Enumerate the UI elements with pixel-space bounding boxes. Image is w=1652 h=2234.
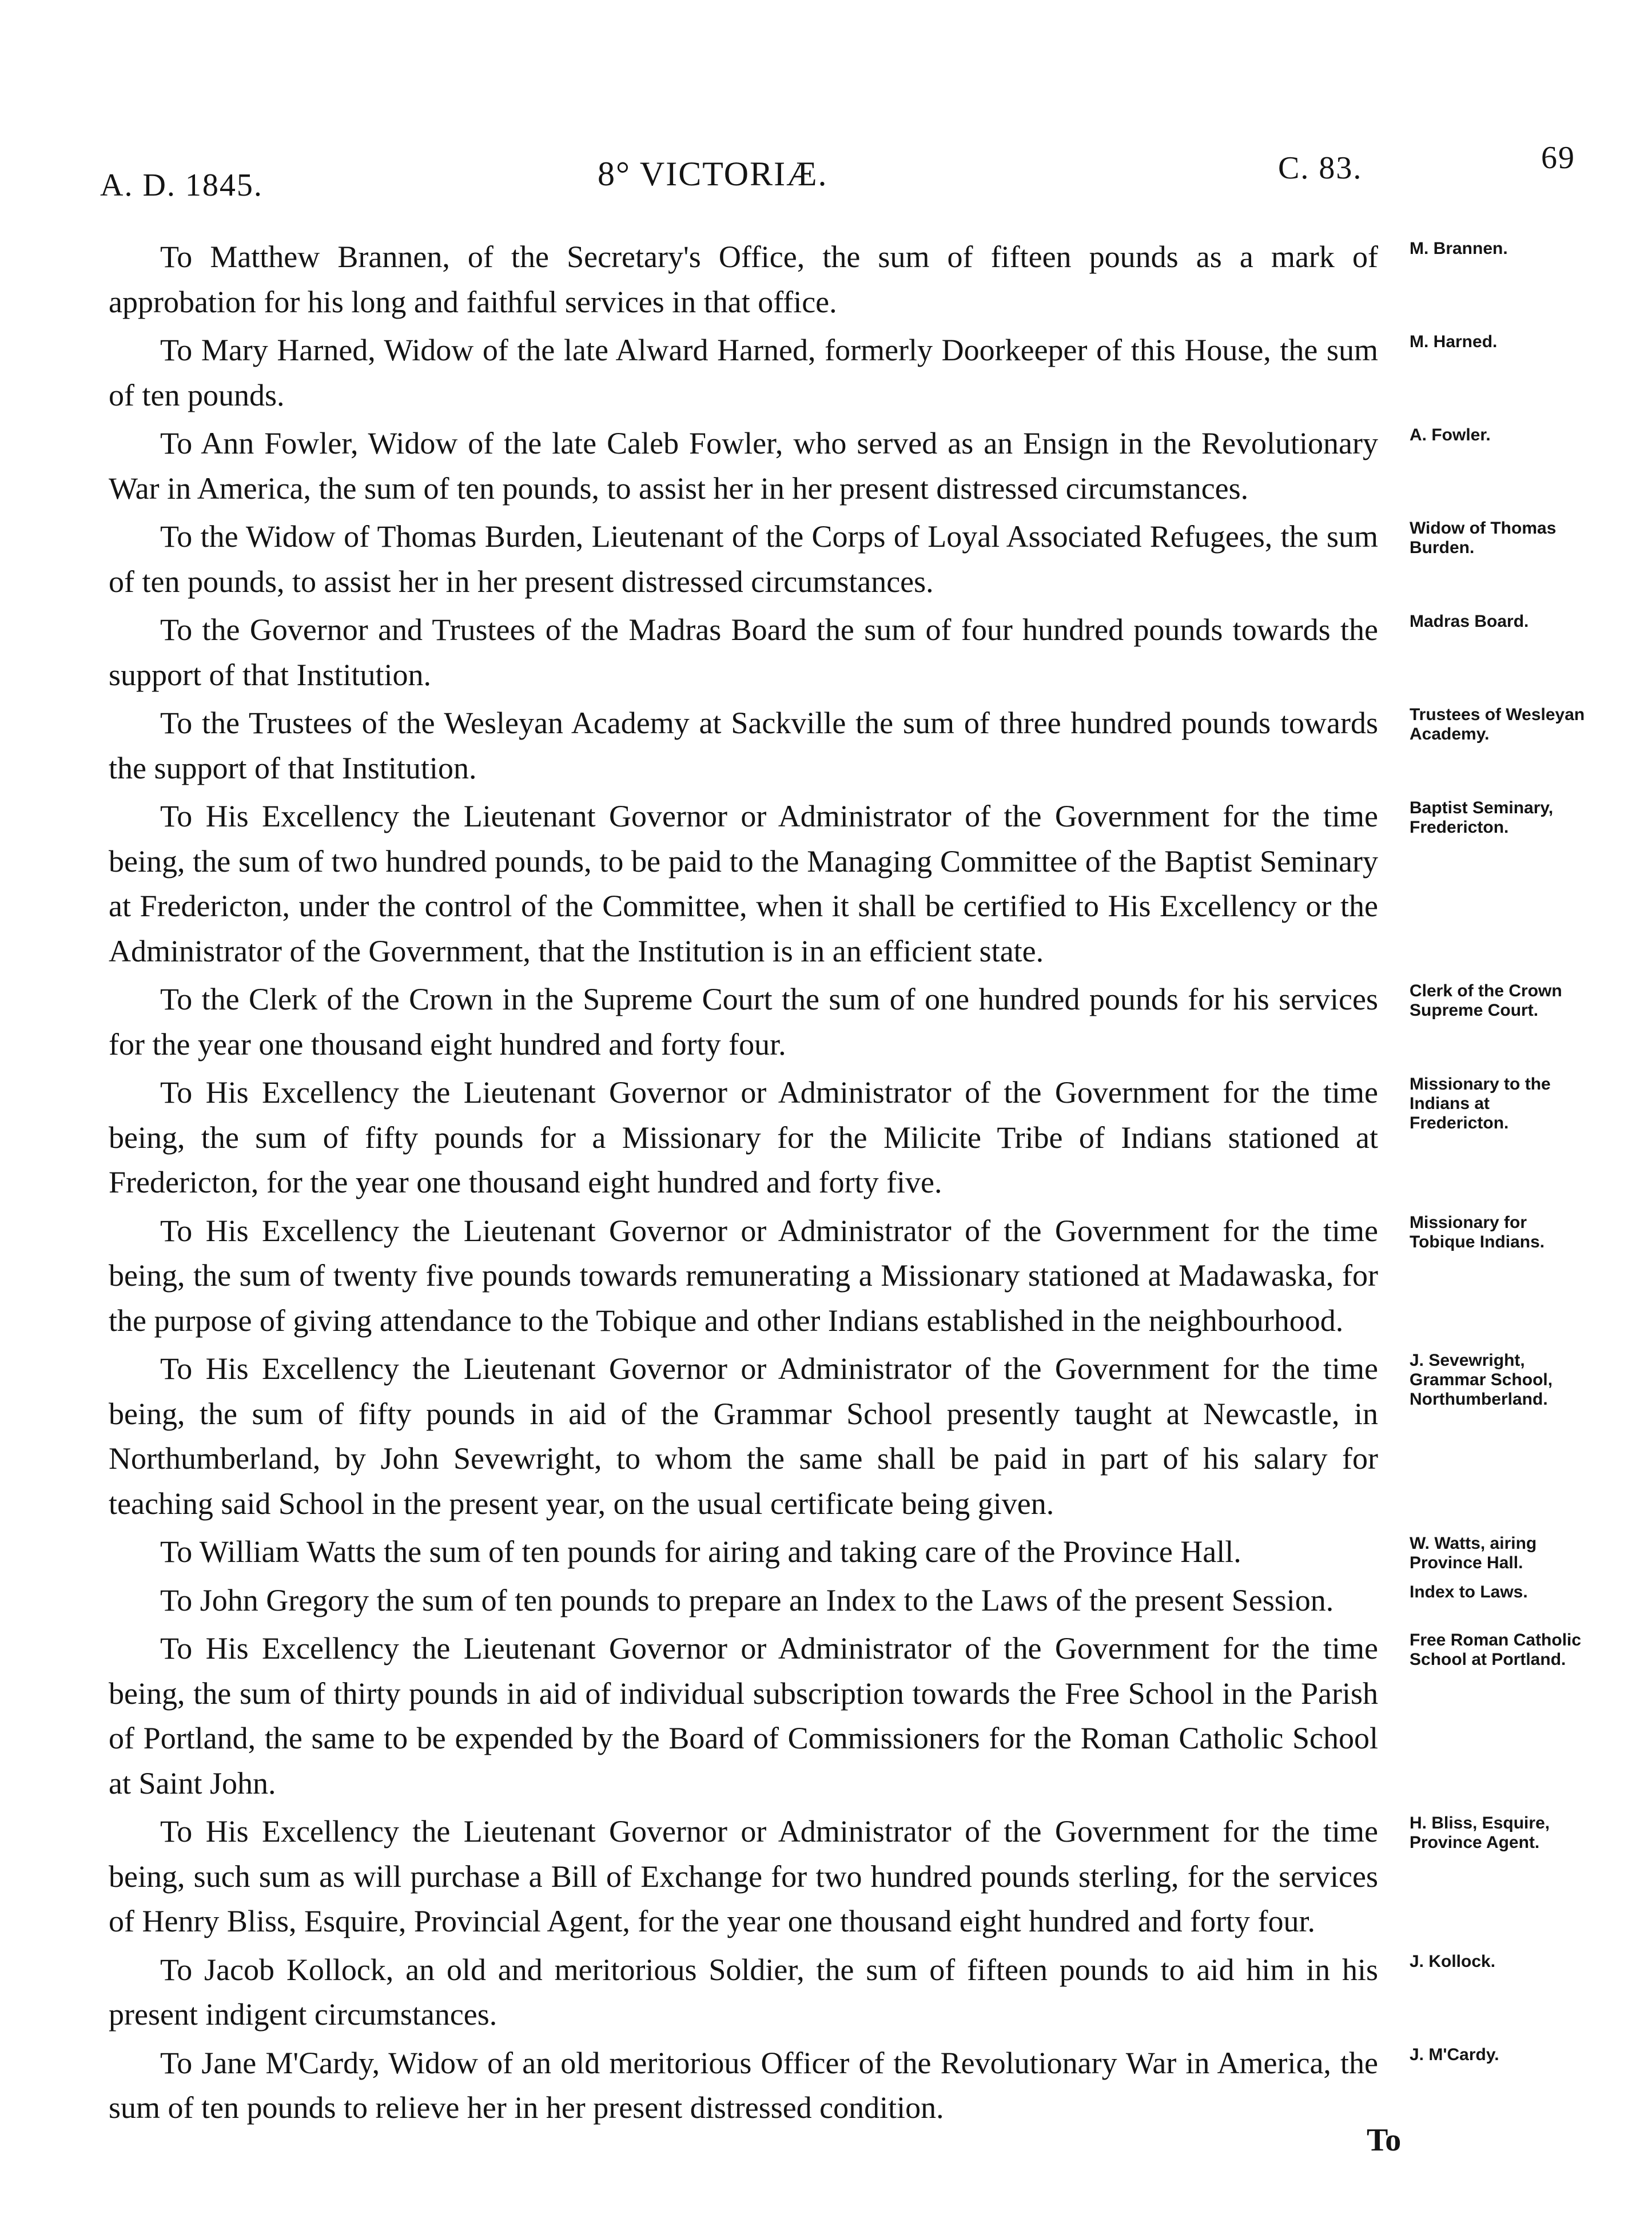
- entry-text: To the Governor and Trustees of the Madras Board the sum of four hundred pounds towards the support of that Institution.: [109, 613, 1378, 692]
- margin-note: Baptist Seminary, Fredericton.: [1410, 798, 1554, 837]
- margin-note: J. Sevewright, Grammar School, Northumberland.: [1410, 1351, 1553, 1409]
- entry: [109, 328, 1595, 418]
- entry: [109, 1346, 1595, 1526]
- margin-note: Free Roman Catholic School at Portland.: [1410, 1631, 1582, 1669]
- entry: [109, 234, 1595, 324]
- margin-note: W. Watts, airing Province Hall.: [1410, 1534, 1537, 1572]
- entry-text: To Jacob Kollock, an old and meritorious Soldier, the sum of fifteen pounds to aid him in his present indigent circumstances.: [109, 1952, 1378, 2032]
- entry-text: To His Excellency the Lieutenant Governor or Administrator of the Government for the time being, the sum of two hundred pounds, to be paid to the Managing Committee of the Baptist Seminary at Fredericton, under the control of the Committee, when it shall be certified to His Excellency or the Administrator of the Government, that the Institution is in an efficient state.: [109, 799, 1378, 968]
- margin-note: A. Fowler.: [1410, 426, 1491, 444]
- entry: [109, 607, 1595, 697]
- entry-text: To Jane M'Cardy, Widow of an old meritorious Officer of the Revolutionary War in America, the sum of ten pounds to relieve her in her present distressed condition.: [109, 2045, 1378, 2125]
- header-chapter: C. 83.: [1278, 150, 1363, 186]
- entry-text: To His Excellency the Lieutenant Governor or Administrator of the Government for the time being, the sum of fifty pounds in aid of the Grammar School presently taught at Newcastle, in Northumberland, by John Sevewright, to whom the same shall be paid in part of his salary for teaching said School in the present year, on the usual certificate being given.: [109, 1351, 1378, 1521]
- entry-text: To William Watts the sum of ten pounds for airing and taking care of the Province Hall.: [160, 1535, 1241, 1569]
- page-number: 69: [1541, 140, 1575, 176]
- entry: [109, 1578, 1595, 1623]
- entry: [109, 1809, 1595, 1944]
- entry-text: To the Clerk of the Crown in the Supreme Court the sum of one hundred pounds for his services for the year one thousand eight hundred and forty four.: [109, 982, 1378, 1062]
- header-year: A. D. 1845.: [100, 168, 263, 203]
- entry: [109, 977, 1595, 1067]
- entry-text: To His Excellency the Lieutenant Governor or Administrator of the Government for the time being, the sum of fifty pounds for a Missionary for the Milicite Tribe of Indians stationed at Fredericton, for the year one thousand eight hundred and forty five.: [109, 1075, 1378, 1199]
- catchword: To: [1367, 2122, 1402, 2158]
- margin-note: Trustees of Wesleyan Academy.: [1410, 705, 1585, 744]
- margin-note: J. M'Cardy.: [1410, 2045, 1499, 2064]
- header-reign: 8° VICTORIÆ.: [598, 155, 828, 193]
- appropriation-entries: [109, 234, 1595, 2134]
- margin-note: Missionary to the Indians at Fredericton.: [1410, 1075, 1551, 1132]
- margin-note: Clerk of the Crown Supreme Court.: [1410, 981, 1562, 1020]
- entry-text: To Mary Harned, Widow of the late Alward Harned, formerly Doorkeeper of this House, the sum of ten pounds.: [109, 333, 1378, 412]
- entry: [109, 1529, 1595, 1575]
- entry-text: To His Excellency the Lieutenant Governor or Administrator of the Government for the time being, the sum of twenty five pounds towards remunerating a Missionary stationed at Madawaska, for the purpose of giving attendance to the Tobique and other Indians established in the neighbourhood.: [109, 1213, 1378, 1338]
- entry: [109, 1947, 1595, 2037]
- margin-note: Widow of Thomas Burden.: [1410, 519, 1557, 557]
- margin-note: M. Harned.: [1410, 332, 1498, 351]
- margin-note: J. Kollock.: [1410, 1951, 1496, 1971]
- entry-text: To His Excellency the Lieutenant Governor or Administrator of the Government for the time being, such sum as will purchase a Bill of Exchange for two hundred pounds sterling, for the services of Henry Bliss, Esquire, Provincial Agent, for the year one thousand eight hundred and forty four.: [109, 1814, 1378, 1938]
- entry: [109, 2041, 1595, 2130]
- entry: [109, 1209, 1595, 1343]
- margin-note: M. Brannen.: [1410, 239, 1508, 258]
- entry-text: To Matthew Brannen, of the Secretary's Office, the sum of fifteen pounds as a mark of approbation for his long and faithful services in that office.: [109, 240, 1378, 319]
- entry-text: To John Gregory the sum of ten pounds to prepare an Index to the Laws of the present Session.: [160, 1583, 1334, 1617]
- entry: [109, 701, 1595, 790]
- margin-note: Missionary for Tobique Indians.: [1410, 1213, 1545, 1251]
- margin-note: Index to Laws.: [1410, 1582, 1528, 1601]
- margin-note: Madras Board.: [1410, 612, 1529, 631]
- entry-text: To His Excellency the Lieutenant Governor or Administrator of the Government for the time being, the sum of thirty pounds in aid of individual subscription towards the Free School in the Parish of Portland, the same to be expended by the Board of Commissioners for the Roman Catholic School at Saint John.: [109, 1631, 1378, 1800]
- entry: [109, 794, 1595, 973]
- entry-text: To Ann Fowler, Widow of the late Caleb Fowler, who served as an Ensign in the Revolutionary War in America, the sum of ten pounds, to assist her in her present distressed circumstances.: [109, 426, 1378, 506]
- entry-text: To the Widow of Thomas Burden, Lieutenant of the Corps of Loyal Associated Refugees, the sum of ten pounds, to assist her in her present distressed circumstances.: [109, 519, 1378, 599]
- entry: [109, 1070, 1595, 1205]
- entry: [109, 421, 1595, 511]
- entry-text: To the Trustees of the Wesleyan Academy at Sackville the sum of three hundred pounds towards the support of that Institution.: [109, 706, 1378, 785]
- margin-note: H. Bliss, Esquire, Province Agent.: [1410, 1814, 1550, 1852]
- entry: [109, 1626, 1595, 1806]
- entry: [109, 514, 1595, 604]
- running-header: [100, 140, 1587, 213]
